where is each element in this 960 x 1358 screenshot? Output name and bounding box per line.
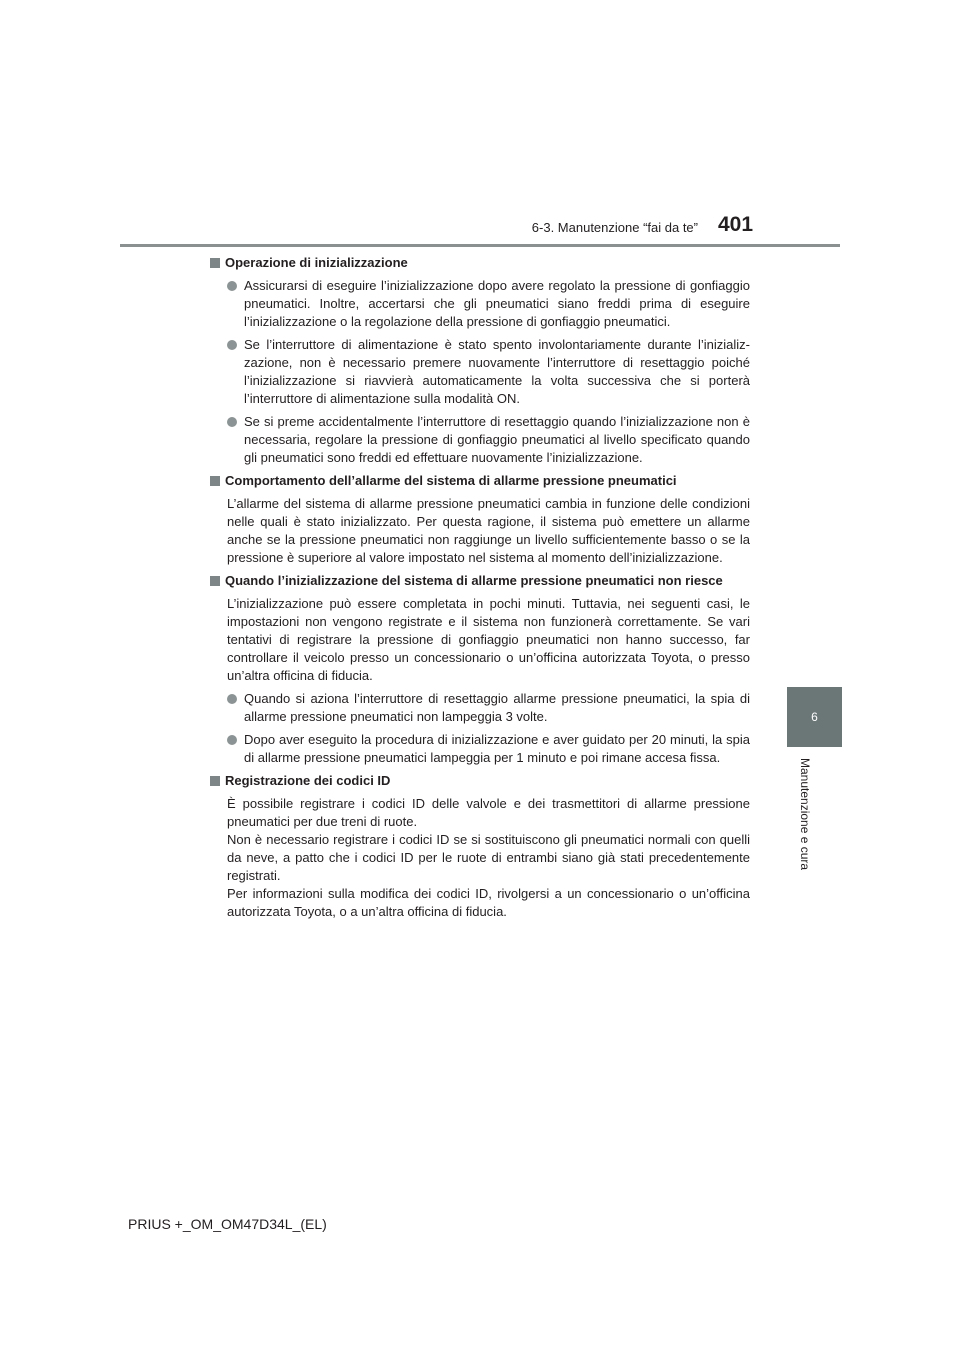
square-bullet-icon bbox=[210, 576, 220, 586]
header-section-title: 6-3. Manutenzione “fai da te” bbox=[531, 220, 698, 235]
bullet-item bbox=[227, 690, 750, 726]
footer-doc-code: PRIUS +_OM_OM47D34L_(EL) bbox=[128, 1216, 327, 1232]
main-content bbox=[210, 254, 750, 926]
content-section bbox=[210, 254, 750, 467]
round-bullet-icon bbox=[227, 694, 237, 704]
bullet-item bbox=[227, 277, 750, 331]
bullet-item bbox=[227, 731, 750, 767]
square-bullet-icon bbox=[210, 776, 220, 786]
square-bullet-icon bbox=[210, 258, 220, 268]
content-section bbox=[210, 572, 750, 767]
bullet-text: Assicurarsi di eseguire l’inizializzazione dopo avere regolato la pressione di gonfiaggio pneumatici. Inoltre, accertarsi che gli pneumatici siano freddi prima di eseguire l’inizializzazione o la regolazione della pressione di gonfiaggio pneumatici. bbox=[244, 278, 750, 329]
section-paragraph: L’inizializzazione può essere completata in pochi minuti. Tuttavia, nei seguenti casi, le impostazioni non vengono registrate e il sistema non funzionerà correttamente. Se vari tentativi di registrare la pressione di gonfiaggio pneumatici non hanno successo, far controllare il veicolo presso un concessionario o un’officina autorizzata Toyota, o presso un’altra officina di fiducia. bbox=[227, 596, 750, 683]
content-section bbox=[210, 472, 750, 567]
section-paragraph: È possibile registrare i codici ID delle valvole e dei trasmettitori di allarme pressione pneumatici per due treni di ruote. bbox=[227, 796, 750, 829]
section-heading bbox=[210, 472, 750, 490]
section-heading bbox=[210, 254, 750, 272]
chapter-label: Manutenzione e cura bbox=[798, 758, 812, 871]
header-divider bbox=[120, 244, 840, 247]
section-paragraph: L’allarme del sistema di allarme pressione pneumatici cambia in funzione delle condizioni nelle quali è stato inizializzato. Per questa ragione, il sistema può emettere un allarme anche se la pressione pneumatici non raggiunge un livello sufficientemente basso o se la pressione è superiore al valore impostato nel sistema al momento dell’inizializzazione. bbox=[227, 496, 750, 565]
chapter-number: 6 bbox=[811, 710, 818, 724]
content-section bbox=[210, 772, 750, 921]
section-heading bbox=[210, 772, 750, 790]
round-bullet-icon bbox=[227, 735, 237, 745]
section-heading bbox=[210, 572, 750, 590]
square-bullet-icon bbox=[210, 476, 220, 486]
bullet-text: Se l’interruttore di alimentazione è stato spento involontariamente durante l’inizializzazione, non è necessario premere nuovamente l’interruttore di resettaggio poiché l’inizializzazione si riavvierà automaticamente la volta successiva che si porterà l’interruttore di alimentazione sulla modalità ON. bbox=[244, 337, 750, 406]
section-paragraph: Non è necessario registrare i codici ID se si sostituiscono gli pneumatici normali con quelli da neve, a patto che i codici ID per le ruote di entrambi siano già stati precedentemente registrati. bbox=[227, 832, 750, 883]
round-bullet-icon bbox=[227, 417, 237, 427]
bullet-text: Quando si aziona l’interruttore di resettaggio allarme pressione pneumatici, la spia di allarme pressione pneumatici non lampeggia 3 volte. bbox=[244, 691, 750, 724]
bullet-item bbox=[227, 413, 750, 467]
bullet-item bbox=[227, 336, 750, 408]
bullet-text: Se si preme accidentalmente l’interruttore di resettaggio quando l’inizializzazione non è necessaria, regolare la pressione di gonfiaggio pneumatici al livello specificato quando gli pneumatici sono freddi ed effettuare nuovamente l’inizializzazione. bbox=[244, 414, 750, 465]
round-bullet-icon bbox=[227, 281, 237, 291]
bullet-text: Dopo aver eseguito la procedura di inizializzazione e aver guidato per 20 minuti, la spia di allarme pressione pneumatici lampeggia per 1 minuto e poi rimane accesa fissa. bbox=[244, 732, 750, 765]
section-heading-text: Operazione di inizializzazione bbox=[225, 255, 408, 270]
section-heading-text: Quando l’inizializzazione del sistema di allarme pressione pneumatici non riesce bbox=[225, 573, 723, 588]
section-paragraph: Per informazioni sulla modifica dei codici ID, rivolgersi a un concessionario o un’officina autorizzata Toyota, o a un’altra officina di fiducia. bbox=[227, 886, 750, 919]
chapter-tab bbox=[787, 687, 842, 747]
page-number: 401 bbox=[718, 213, 754, 236]
section-heading-text: Registrazione dei codici ID bbox=[225, 773, 391, 788]
round-bullet-icon bbox=[227, 340, 237, 350]
section-heading-text: Comportamento dell’allarme del sistema di allarme pressione pneumatici bbox=[225, 473, 677, 488]
